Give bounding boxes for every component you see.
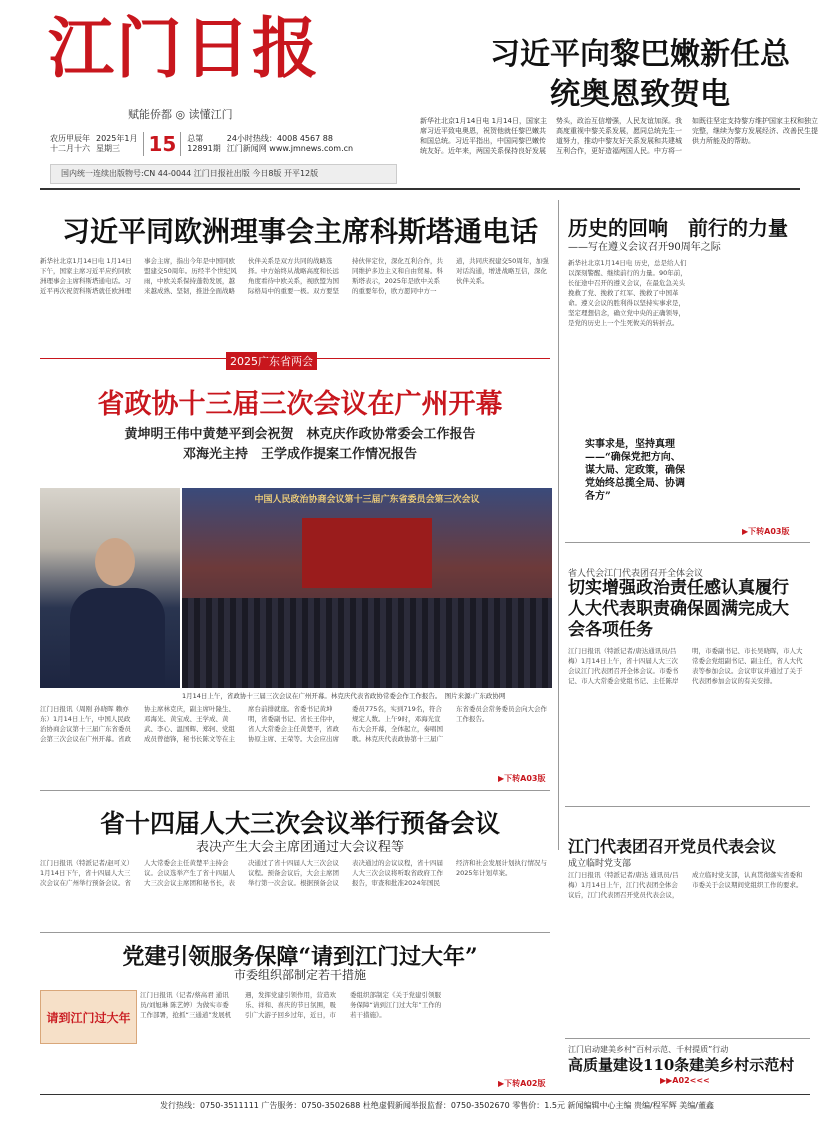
history-continued[interactable]: ▶下转A03版 [742,527,790,536]
column-divider [558,200,559,850]
party-headline[interactable]: 党建引领服务保障“请到江门过大年” [122,944,478,970]
weekday: 星期三 [96,144,120,153]
jm-npc-kicker: 省人代会江门代表团召开全体会议 [568,569,704,579]
hall-banner-text: 中国人民政治协商会议第十三届广东省委员会第三次会议 [254,495,480,505]
cppcc-continued[interactable]: ▶下转A03版 [498,774,546,783]
top-divider [40,188,800,190]
lunar-date [50,134,90,154]
party-image-text: 请到江门过大年 [46,1010,131,1025]
lead-story-body: 新华社北京1月14日电 1月14日下午，国家主席习近平应约同欧洲理事会主席科斯塔通电话。习近平再次祝贺科斯塔就任欧洲理事会主席，指出今年是中国同欧盟建交50周年。历经半个世纪风雨，中欧关系保持蓬勃发展，越来越成熟、坚韧，推进全面战略伙伴关系是双方共同的战略选择。中方始终从战略高度和长远角度看待中欧关系，视欧盟为国际格局中的重要一极。双方要坚持伙伴定位，深化互利合作，共同维护多边主义和自由贸易。科斯塔表示，2025年是欧中关系的重要年份，欧方愿同中方一道，共同庆祝建交50周年，加强对话沟通，增进战略互信，深化伙伴关系。 [40,257,549,295]
speaker-face [95,538,135,586]
right-divider [565,542,810,543]
top-story-teaser: 新华社北京1月14日电 1月14日，国家主席习近平致电奥恩，祝贺他就任黎巴嫩共和国总统。习近平指出，中国同黎巴嫩传统友好。近年来，两国关系保持良好发展势头，政治互信增强，人民友谊加深。我高度重视中黎关系发展，愿同总统先生一道努力，推动中黎友好关系发展和共建城互利合作，更好造福两国人民。中方将一如既往坚定支持黎方维护国家主权和独立完整，继续为黎方发展经济、改善民生提供力所能及的帮助。 [420,117,818,155]
party-continued[interactable]: ▶下转A02版 [498,1079,546,1088]
day-number: 15 [143,132,181,156]
right-divider-3 [565,1038,810,1039]
footer-rule [40,1094,810,1095]
npc-headline[interactable]: 省十四届人大三次会议举行预备会议 [99,809,500,838]
date-month: 2025年1月 [96,134,138,143]
masthead-slogan: 赋能侨都 ◎ 读懂江门 [128,108,233,121]
hotline: 24小时热线：4008 4567 88 [226,134,333,143]
issue-number: 12891期 [187,144,221,153]
section-divider [40,790,550,791]
party-byline [40,1046,135,1090]
jm-party-sub: 成立临时党支部 [568,859,632,869]
gregorian-date [96,134,137,154]
bottom-right-kicker: 江门启动建美乡村“百村示范、千村提质”行动 [568,1045,729,1054]
publication-number-bar: 国内统一连续出版物号:CN 44-0044 江门日报社出版 今日8版 开平12版 [50,164,397,184]
speaker-photo [40,488,180,688]
info-bar [50,131,410,157]
cppcc-body: 江门日报讯（周刚 孙晓晖 赖亦东）1月14日上午，中国人民政治协商会议第十三届广东省委员会第三次会议在广州开幕。省政协主席林克庆，副主席叶隆生、邓海光、黄宝成、王学成、黄武、李心、温国辉、郑轲、党组成员曾德锋，秘书长陈文等在主席台前排就座。省委书记黄坤明，省委副书记、省长王伟中，省人大常委会主任黄楚平，省政协原主席、王荣等。大会应出席委员775名，实到719名，符合规定人数。上午9时，邓海光宣布大会开幕，全体起立，奏唱国歌。林克庆代表政协第十三届广东省委员会常务委员会向大会作工作报告。 [40,705,547,743]
party-sub: 市委组织部制定若干措施 [233,968,366,982]
jm-npc-body: 江门日报讯（特派记者/唐达通讯员/吕梅）1月14日上午，省十四届人大三次会议江门代表团召开全体会议。市委书记、市人大常委会党组书记、主任陈岸明，市委副书记、市长吴晓晖，市人大常委会党组副书记、副主任，省人大代表等参加会议。会议审议并通过了关于代表团参加会议的有关安排。 [568,647,803,685]
history-headline[interactable]: 历史的回响 前行的力量 [568,216,788,240]
website[interactable]: 江门新闻网 www.jmnews.com.cn [226,144,354,153]
issue-label: 总第 [187,134,204,143]
contact-info [227,134,353,154]
speaker-suit [70,588,165,688]
bottom-right-headline[interactable]: 高质量建设110条建美乡村示范村 [568,1056,795,1074]
section-divider-2 [40,932,550,933]
photo-caption: 1月14日上午，省政协十三届三次会议在广州开幕。林克庆代表省政协常委会作工作报告。 图片来源:广东政协网 [182,692,506,700]
party-body: 江门日报讯（记者/蔡高君 通讯员/刘旭琳 陈艺婷）为做实市委工作部署，抢抓“三通道”发展机遇，发挥党建引领作用，营造欢乐、祥和、喜庆的节日氛围，吸引广大游子回乡过年，近日，市委组织部制定《关于党建引领服务保障“请到江门过大年”工作的若干措施》。 [140,991,442,1019]
cppcc-headline[interactable]: 省政协十三届三次会议在广州开幕 [97,389,503,420]
party-image [40,990,137,1044]
history-pull-quote: 实事求是，坚持真理——“确保党把方向、谋大局、定政策，确保党始终总揽全局、协调各方” [585,439,685,502]
cppcc-sub2: 邓海光主持 王学成作提案工作情况报告 [182,447,417,462]
jm-party-body: 江门日报讯（特派记者/唐达 通讯员/吕梅）1月14日上午，江门代表团全体会议后，江门代表团召开党员代表会议，成立临时党支部，认真贯彻落实省委和市委关于会议期间党组织工作的要求。 [568,871,803,899]
lunar-year: 农历甲辰年 [50,134,90,143]
issue-info [187,134,220,154]
npc-body: 江门日报讯（特派记者/赵可义）1月14日下午，省十四届人大三次会议在广州举行预备会议。省人大常委会主任黄楚平主持会议。会议选举产生了省十四届人大三次会议主席团和秘书长，表决通过了省十四届人大三次会议议程。预备会议后，大会主席团举行第一次会议。根据预备会议表决通过的会议议程，省十四届人大三次会议将听取省政府工作报告，审查和批准2024年国民经济和社会发展计划执行情况与2025年计划草案。 [40,859,547,887]
right-divider-2 [565,806,810,807]
bottom-right-continued[interactable]: ▶▶A02<<< [660,1076,710,1085]
cppcc-banner: 2025广东省两会 [226,352,317,370]
masthead-title: 江门日报 [48,9,320,87]
lunar-day: 十二月十六 [50,144,90,153]
stage-backdrop [302,518,432,588]
audience-seats [182,598,552,688]
history-sub: ——写在遵义会议召开90周年之际 [568,242,721,253]
footer-info: 发行热线：0750-3511111 广告服务：0750-3502688 杜绝虚假新闻举报监督：0750-3502670 零售价：1.5元 新闻编辑中心主编 贵编/程军辉 美编/董鑫 [160,1101,714,1110]
lead-story-headline[interactable]: 习近平同欧洲理事会主席科斯塔通电话 [61,215,538,248]
cppcc-sub1: 黄坤明王伟中黄楚平到会祝贺 林克庆作政协常委会工作报告 [124,427,476,442]
jm-party-headline[interactable]: 江门代表团召开党员代表会议 [568,837,777,856]
npc-sub: 表决产生大会主席团通过大会议程等 [195,840,404,855]
jm-npc-headline[interactable]: 切实增强政治责任感认真履行人大代表职责确保圆满完成大会各项任务 [568,578,789,640]
history-body-2 [696,258,808,528]
top-story-headline[interactable]: 习近平向黎巴嫩新任总统奥恩致贺电 [490,37,790,112]
conference-hall-photo [182,488,552,688]
history-body: 新华社北京1月14日电 历史，总是给人们以深刻警醒、继续前行的力量。90年前，长征途中召开的遵义会议，在最危急关头挽救了党、挽救了红军、挽救了中国革命。遵义会议的胜利得以坚持实事求是，坚定理想信念，确立党中央的正确领导，是党的历史上一个生死攸关的转折点。 [568,259,687,327]
